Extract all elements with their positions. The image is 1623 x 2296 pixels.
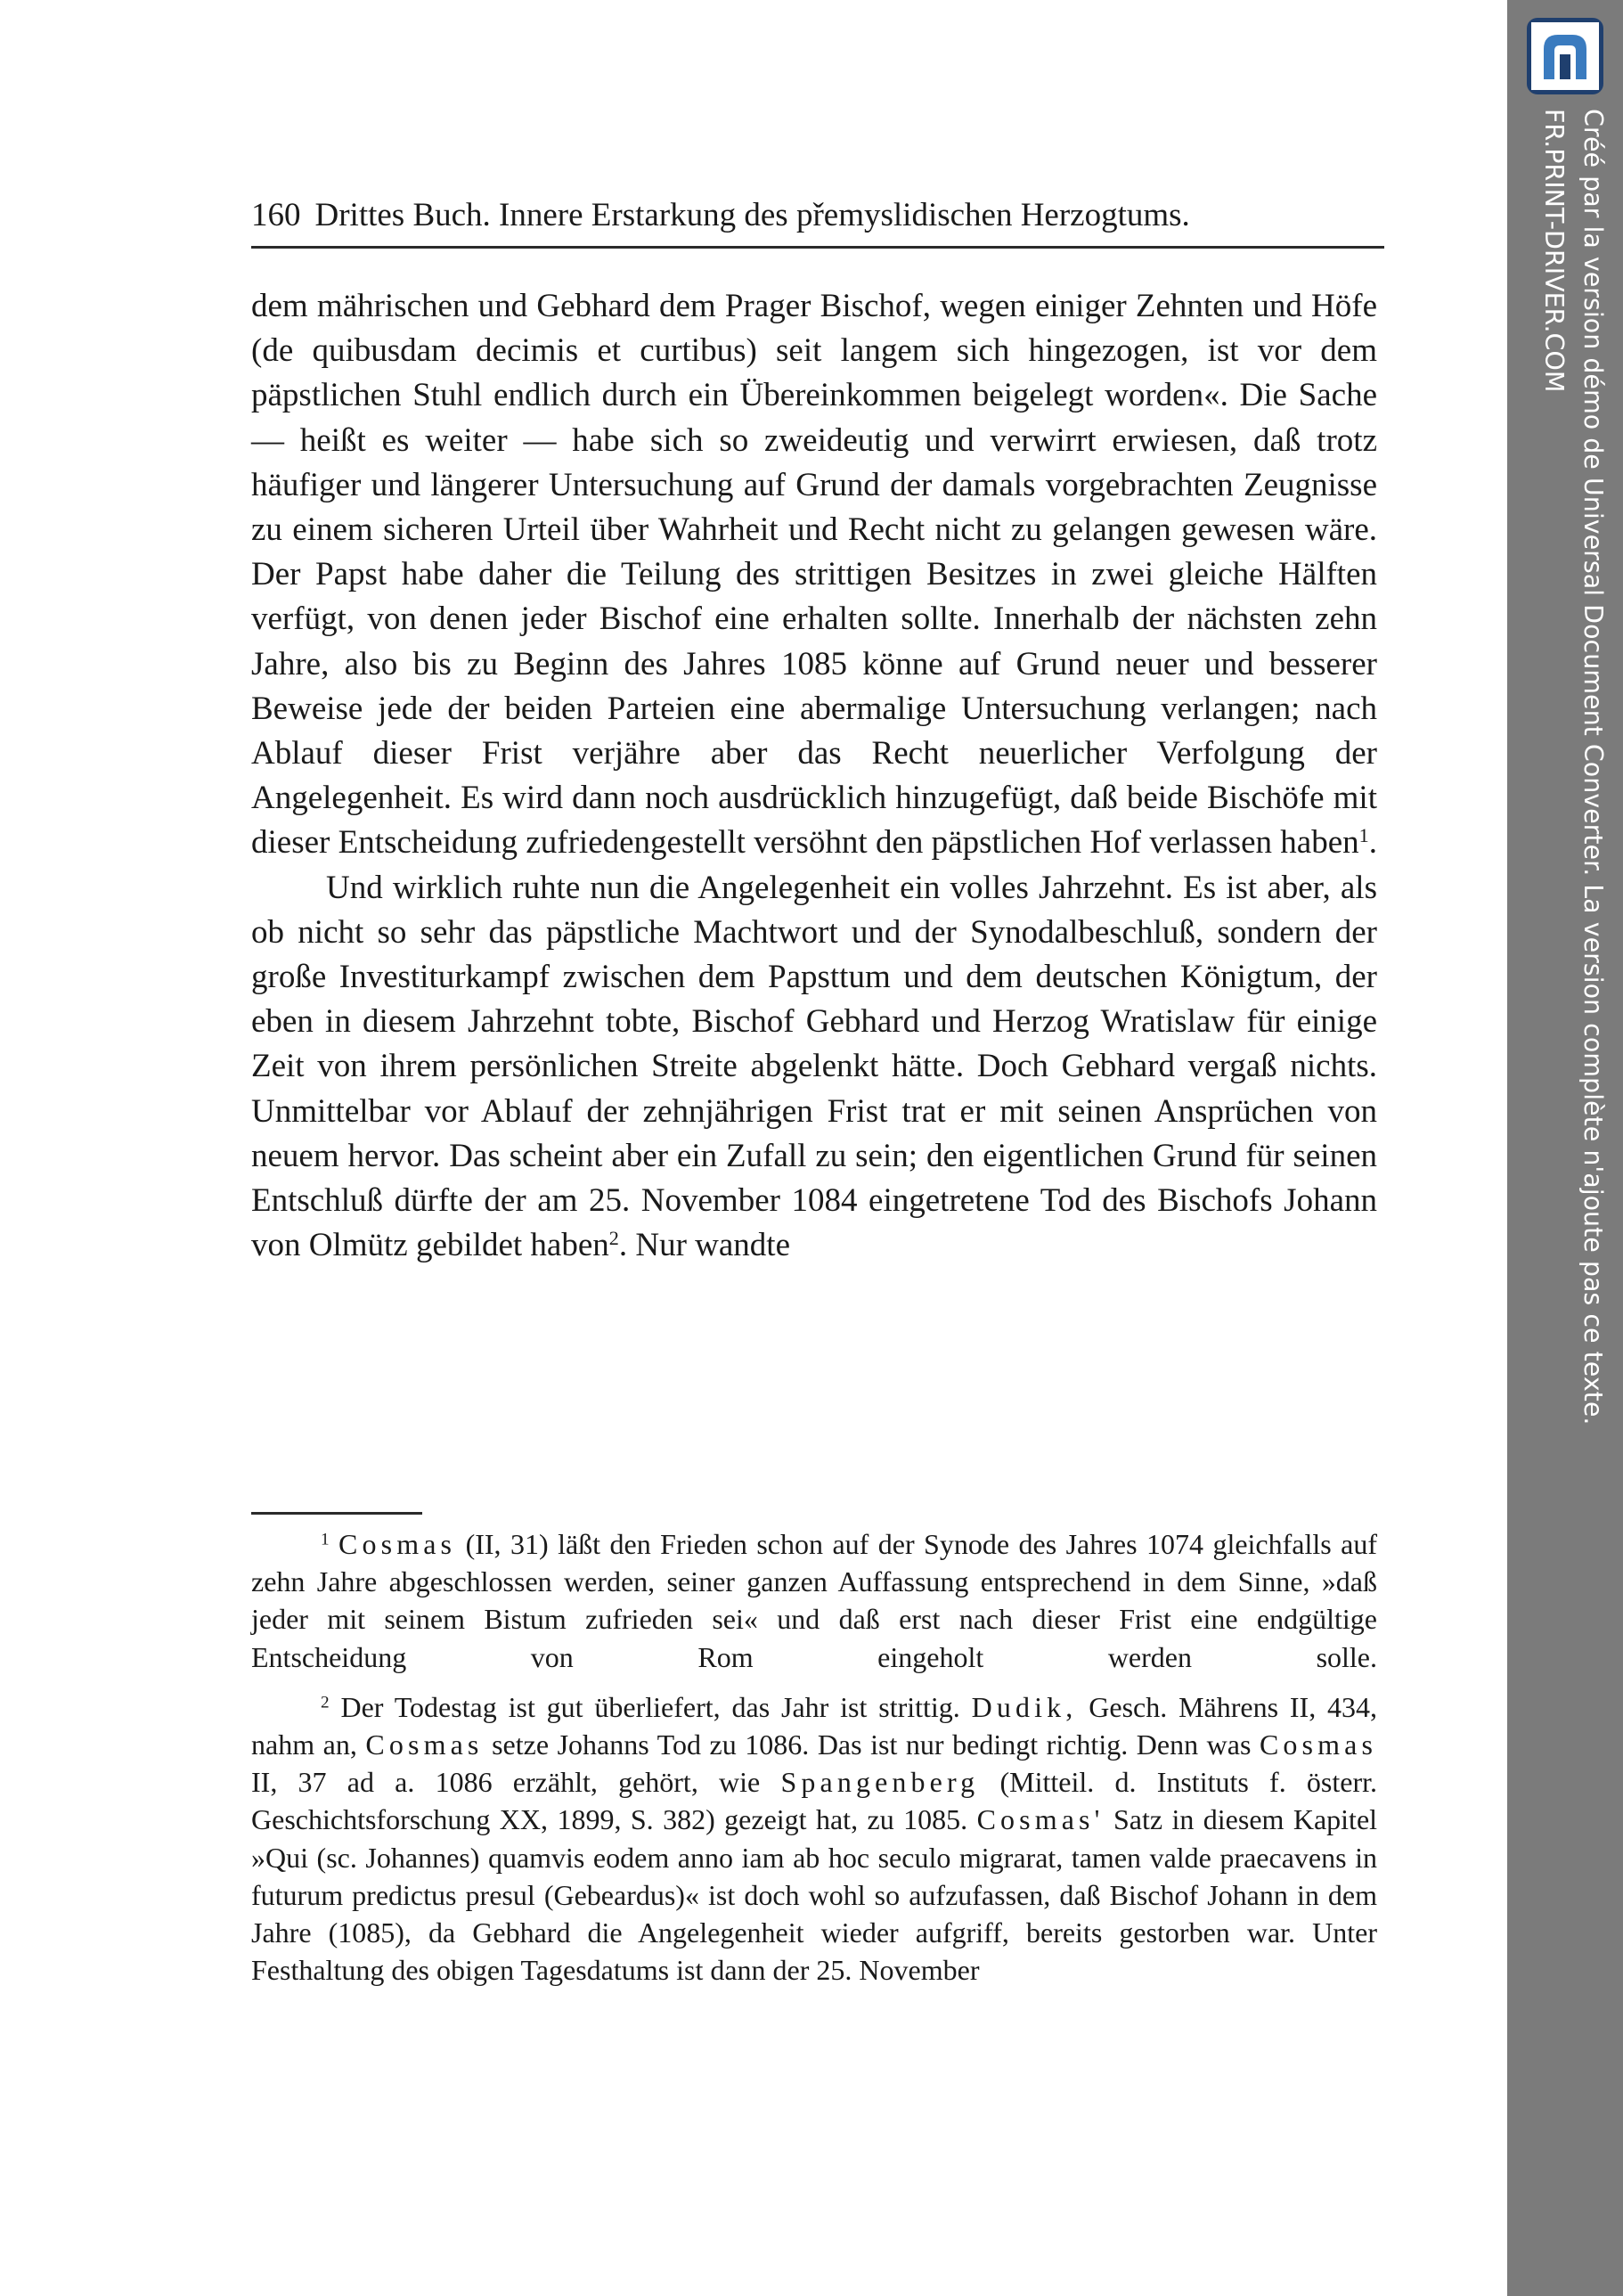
footnote-rule (251, 1512, 422, 1515)
footnote-2-text-c: setze Johanns Tod zu 1086. Das ist nur bedingt richtig. Denn was (492, 1728, 1252, 1761)
footnote-2 (251, 1688, 1377, 1990)
footnote-2-author-cosmas: Cosmas (365, 1728, 484, 1761)
footnote-2-text-b: Gesch. Mährens II, 434, nahm an, (251, 1690, 1378, 1761)
footnote-2-text-d: II, 37 ad a. 1086 erzählt, gehört, wie (251, 1766, 761, 1799)
paragraph-1-text: dem mährischen und Gebhard dem Prager Bischof, wegen einiger Zehnten und Höfe (de quibusdam decimis et curtibus) seit langem sich hingezogen, ist vor dem päpstlichen Stuhl endlich durch ein Übereinkommen beigelegt worden«. Die Sache — heißt es weiter — habe sich so zweideutig und verwirrt erwiesen, daß trotz häufiger und längerer Untersuchung auf Grund der damals vorgebrachten Zeugnisse zu einem sicheren Urteil über Wahrheit und Recht nicht zu gelangen gewesen wäre. Der Papst habe daher die Teilung des strittigen Besitzes in zwei gleiche Hälften verfügt, von denen jeder Bischof eine erhalten sollte. Innerhalb der nächsten zehn Jahre, also bis zu Beginn des Jahres 1085 könne auf Grund neuer und besserer Beweise jede der beiden Parteien eine abermalige Untersuchung verlangen; nach Ablauf dieser Frist verjähre aber das Recht neuerlicher Verfolgung der Angelegenheit. Es wird dann noch ausdrücklich hinzugefügt, daß beide Bischöfe mit dieser Entscheidung zufriedengestellt versöhnt den päpstlichen Hof verlassen haben (251, 288, 1377, 862)
footnote-2-author-cosmas-3: Cosmas' (976, 1803, 1105, 1836)
footnote-1-author: Cosmas (338, 1528, 457, 1560)
watermark-rotated (1534, 109, 1612, 1426)
footnotes (251, 1525, 1377, 2001)
footnote-2-author-dudik: Dudik, (971, 1690, 1078, 1723)
footnote-1-text: (II, 31) läßt den Frieden schon auf der Synode des Jahres 1074 gleichfalls auf zehn Jahre abgeschlossen werden, seiner ganzen Auffassung entsprechend in dem Sinne, »daß jeder mit seinem Bistum zufrieden sei« und daß erst nach dieser Frist eine endgültige Entscheidung von Rom eingeholt werden solle. (251, 1528, 1378, 1673)
paragraph-2 (251, 866, 1377, 1269)
footnote-2-text-a: Der Todestag ist gut überliefert, das Jahr ist strittig. (340, 1690, 960, 1723)
footnote-2-author-cosmas-2: Cosmas (1259, 1728, 1378, 1761)
footnote-2-text-f: Satz in diesem Kapitel »Qui (sc. Johannes) quamvis eodem anno iam ab hoc seculo migrarat, tamen valde praecavens in futurum predictus presul (Gebeardus)« ist doch wohl so aufzufassen, daß Bischof Johann in dem Jahre (1085), da Gebhard die Angelegenheit wieder aufgriff, bereits gestorben war. Unter Festhaltung des obigen Tagesdatums ist dann der 25. November (251, 1803, 1378, 1987)
watermark-line-1: Créé par la version démo de Universal Document Converter. La version complète n'ajoute pas ce texte. (1578, 109, 1608, 1426)
logo-graphic (1531, 22, 1599, 90)
paragraph-2-text: Und wirklich ruhte nun die Angelegenheit ein volles Jahrzehnt. Es ist aber, als ob nicht so sehr das päpstliche Machtwort und der Synodalbeschluß, sondern der große Investiturkampf zwischen dem Papsttum und dem deutschen Königtum, der eben in diesem Jahrzehnt tobte, Bischof Gebhard und Herzog Wratislaw für einige Zeit von ihrem persönlichen Streite abgelenkt hätte. Doch Gebhard vergaß nichts. Unmittelbar vor Ablauf der zehnjährigen Frist trat er mit seinen Ansprüchen von neuem hervor. Das scheint aber ein Zufall zu sein; den eigentlichen Grund für seinen Entschluß dürfte der am 25. November 1084 eingetretene Tod des Bischofs Johann von Olmütz gebildet haben (251, 869, 1377, 1264)
watermark-line-2: FR.PRINT-DRIVER.COM (1539, 109, 1569, 393)
watermark-sidebar (1507, 0, 1623, 2296)
paragraph-2-end: . Nur wandte (618, 1227, 790, 1264)
footnote-1-marker: 1 (321, 1530, 330, 1549)
footnote-2-marker: 2 (321, 1693, 330, 1712)
watermark-text (1514, 109, 1612, 1426)
main-text (251, 284, 1377, 1268)
running-head (251, 191, 1384, 241)
header-rule (251, 246, 1384, 249)
footnote-2-text-e: (Mitteil. d. Instituts f. österr. Geschichtsforschung XX, 1899, S. 382) gezeigt hat, zu 1085. (251, 1766, 1378, 1836)
footnote-ref-2: 2 (608, 1227, 619, 1250)
running-title: Drittes Buch. Innere Erstarkung des přemyslidischen Herzogtums. (314, 197, 1190, 233)
footnote-ref-1: 1 (1358, 824, 1369, 847)
paragraph-1: dem mährischen und Gebhard dem Prager Bischof, wegen einiger Zehnten und Höfe (de quibusdam decimis et curtibus) seit langem sich hingezogen, ist vor dem päpstlichen Stuhl endlich durch ein Übereinkommen beigelegt worden«. Die Sache — heißt es weiter — habe sich so zweideutig und verwirrt erwiesen, daß trotz häufiger und längerer Untersuchung auf Grund der damals vorgebrachten Zeugnisse zu einem sicheren Urteil über Wahrheit und Recht nicht zu gelangen gewesen wäre. Der Papst habe daher die Teilung des strittigen Besitzes in zwei gleiche Hälften verfügt, von denen jeder Bischof eine erhalten sollte. Innerhalb der nächsten zehn Jahre, also bis zu Beginn des Jahres 1085 könne auf Grund neuer und besserer Beweise jede der beiden Parteien eine abermalige Untersuchung verlangen; nach Ablauf dieser Frist verjähre aber das Recht neuerlicher Verfolgung der Angelegenheit. Es wird dann noch ausdrücklich hinzugefügt, daß beide Bischöfe mit dieser Entscheidung zufriedengestellt versöhnt den päpstlichen Hof verlassen haben$^1$. (251, 288, 1377, 862)
page-number: 160 (251, 197, 301, 233)
footnote-1 (251, 1525, 1377, 1676)
footnote-2-author-spangenberg: Spangenberg (780, 1766, 980, 1799)
udc-logo-icon (1527, 18, 1603, 94)
